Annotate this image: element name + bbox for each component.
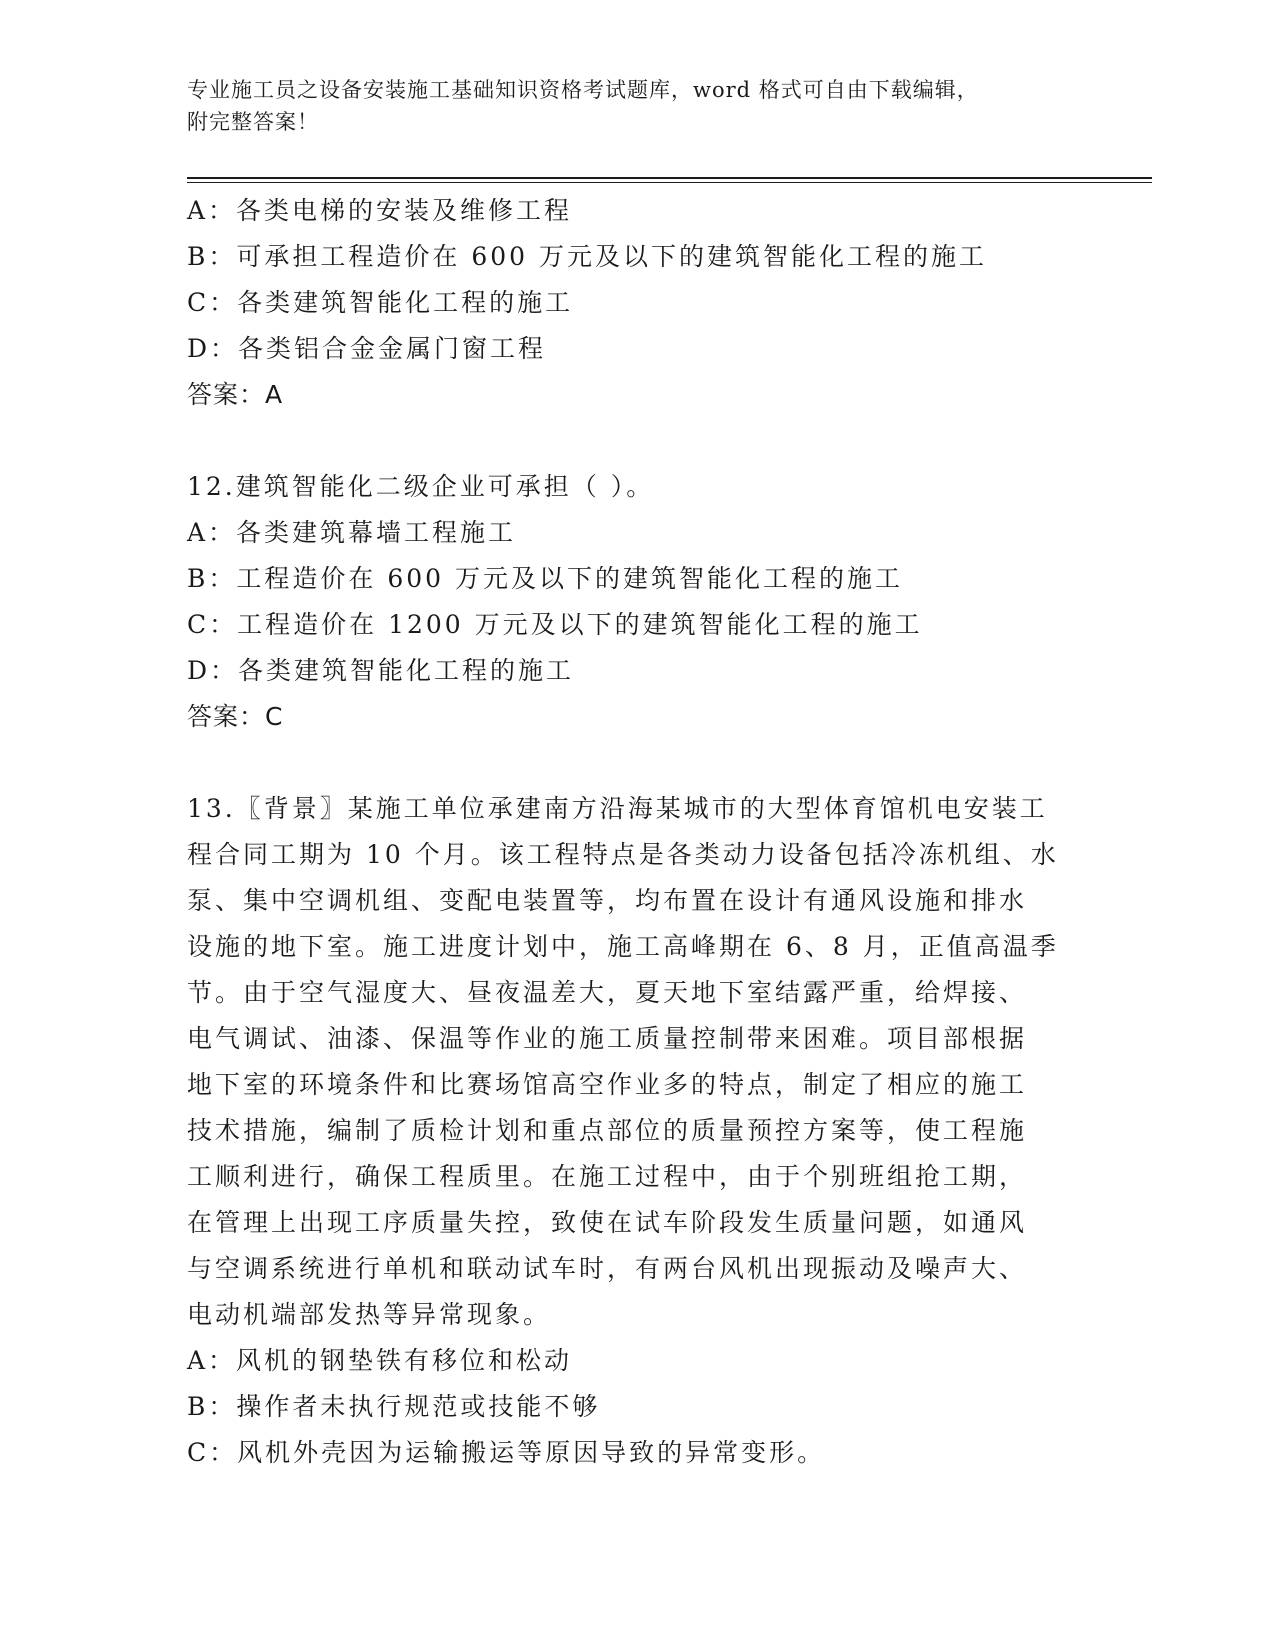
header-line-2: 附完整答案！	[187, 110, 319, 134]
q13-question-line: 在管理上出现工序质量失控，致使在试车阶段发生质量问题，如通风	[187, 1208, 1028, 1237]
q12-option-c: C：工程造价在 1200 万元及以下的建筑智能化工程的施工	[187, 610, 923, 639]
q13-question-line: 技术措施，编制了质检计划和重点部位的质量预控方案等，使工程施	[187, 1116, 1028, 1145]
header-line-1: 专业施工员之设备安装施工基础知识资格考试题库，word 格式可自由下载编辑，	[187, 78, 979, 102]
q13-question-line: 节。由于空气湿度大、昼夜温差大，夏天地下室结露严重，给焊接、	[187, 978, 1028, 1007]
q13-option-c: C：风机外壳因为运输搬运等原因导致的异常变形。	[187, 1438, 826, 1467]
spacer	[187, 418, 1152, 464]
q11-option-c: C：各类建筑智能化工程的施工	[187, 288, 574, 317]
q13-question-line: 设施的地下室。施工进度计划中，施工高峰期在 6、8 月，正值高温季	[187, 932, 1059, 961]
q13-question-line: 电气调试、油漆、保温等作业的施工质量控制带来困难。项目部根据	[187, 1024, 1028, 1053]
q11-option-a: A：各类电梯的安装及维修工程	[187, 196, 573, 225]
q13-option-a: A：风机的钢垫铁有移位和松动	[187, 1346, 573, 1375]
q13-question-line: 与空调系统进行单机和联动试车时，有两台风机出现振动及噪声大、	[187, 1254, 1028, 1283]
header-rule-thick	[187, 177, 1152, 179]
q13-option-b: B：操作者未执行规范或技能不够	[187, 1392, 601, 1421]
question-11	[187, 188, 1152, 418]
q12-option-b: B：工程造价在 600 万元及以下的建筑智能化工程的施工	[187, 564, 903, 593]
spacer	[187, 740, 1152, 786]
q12-option-d: D：各类建筑智能化工程的施工	[187, 656, 575, 685]
document-body	[187, 188, 1152, 1476]
q13-question-line: 电动机端部发热等异常现象。	[187, 1300, 552, 1329]
q11-option-d: D：各类铝合金金属门窗工程	[187, 334, 547, 363]
q13-question-line: 泵、集中空调机组、变配电装置等，均布置在设计有通风设施和排水	[187, 886, 1028, 915]
q13-question-line: 工顺利进行，确保工程质里。在施工过程中，由于个别班组抢工期，	[187, 1162, 1028, 1191]
document-page	[187, 0, 1152, 1650]
q11-option-b: B：可承担工程造价在 600 万元及以下的建筑智能化工程的施工	[187, 242, 987, 271]
q13-question-line: 地下室的环境条件和比赛场馆高空作业多的特点，制定了相应的施工	[187, 1070, 1028, 1099]
q12-answer: 答案：C	[187, 702, 284, 731]
question-13	[187, 786, 1152, 1476]
q13-question-line: 13.〖背景〗某施工单位承建南方沿海某城市的大型体育馆机电安装工	[187, 794, 1048, 823]
q12-option-a: A：各类建筑幕墙工程施工	[187, 518, 517, 547]
header-rule-thin	[187, 182, 1152, 183]
q12-question: 12.建筑智能化二级企业可承担（ ）。	[187, 472, 655, 501]
document-header	[187, 74, 1067, 138]
question-12	[187, 464, 1152, 740]
q13-question-line: 程合同工期为 10 个月。该工程特点是各类动力设备包括冷冻机组、水	[187, 840, 1059, 869]
q11-answer: 答案：A	[187, 380, 284, 409]
